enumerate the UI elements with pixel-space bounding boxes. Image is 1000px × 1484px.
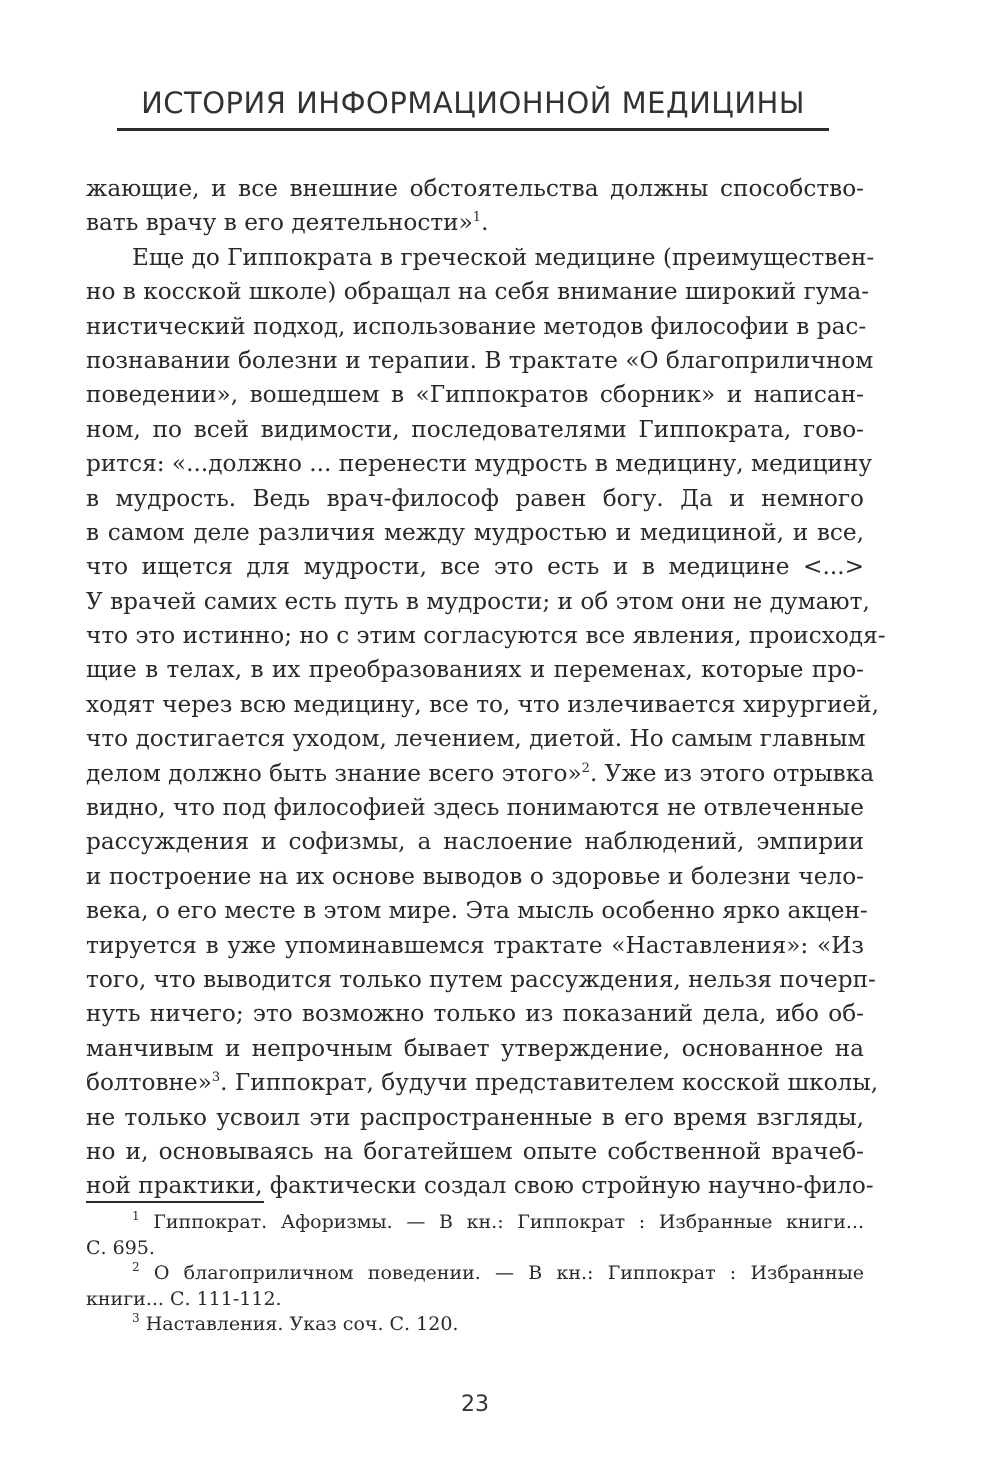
text-line: тируется в уже упоминавшемся трактате «Наставления»: «Из	[86, 931, 864, 959]
text-line: ном, по всей видимости, последователями Гиппократа, гово-	[86, 415, 864, 443]
text-line: Еще до Гиппократа в греческой медицине (преимуществен-	[132, 243, 875, 271]
footnote-ref[interactable]: 3	[211, 1070, 221, 1086]
text-line: ной практики, фактически создал свою стройную научно-фило-	[86, 1172, 874, 1200]
text-line: не только усвоил эти распространенные в его время взгляды,	[86, 1103, 864, 1131]
text-line: щие в телах, в их преобразованиях и переменах, которые про-	[86, 656, 864, 684]
text-line: вать врачу в его деятельности»$^1$.	[86, 209, 489, 237]
footnote-number: 2	[132, 1260, 140, 1274]
text-line: и построение на их основе выводов о здоровье и болезни чело-	[86, 862, 864, 890]
text-line: поведении», вошедшем в «Гиппократов сборник» и написан-	[86, 381, 864, 409]
text-line: того, что выводится только путем рассуждения, нельзя почерп-	[86, 965, 876, 993]
footnote-2: $^2$ О благоприличном поведении. — В кн.: Гиппократ : Избранные	[132, 1260, 864, 1284]
text-line: века, о его месте в этом мире. Эта мысль особенно ярко акцен-	[86, 897, 868, 925]
text-line: рассуждения и софизмы, а наслоение наблюдений, эмпирии	[86, 828, 864, 856]
footnote-1-cont: С. 695.	[86, 1236, 155, 1259]
text-line: в самом деле различия между мудростью и медициной, и все,	[86, 518, 864, 546]
text-line: манчивым и непрочным бывает утверждение, основанное на	[86, 1034, 864, 1062]
footnote-rule	[86, 1201, 264, 1203]
footnote-1: $^1$ Гиппократ. Афоризмы. — В кн.: Гиппократ : Избранные книги...	[132, 1209, 864, 1233]
footnote-3: $^3$ Наставления. Указ соч. С. 120.	[132, 1311, 459, 1335]
text-line: делом должно быть знание всего этого»$^2$. Уже из этого отрывка	[86, 759, 875, 787]
text-line: нуть ничего; это возможно только из показаний дела, ибо об-	[86, 1000, 864, 1028]
text-line: что достигается уходом, лечением, диетой. Но самым главным	[86, 725, 866, 753]
text-line: но в косской школе) обращал на себя внимание широкий гума-	[86, 278, 870, 306]
text-line: видно, что под философией здесь понимаются не отвлеченные	[86, 794, 864, 822]
text-line: познавании болезни и терапии. В трактате «О благоприличном	[86, 346, 874, 374]
header-rule	[117, 128, 829, 131]
footnote-2-cont: книги... С. 111-112.	[86, 1287, 282, 1310]
footnote-ref[interactable]: 2	[581, 760, 590, 776]
footnote-ref[interactable]: 1	[472, 210, 482, 226]
footnote-number: 1	[132, 1209, 140, 1223]
main-text	[86, 172, 886, 1204]
text-line: жающие, и все внешние обстоятельства должны способство-	[86, 175, 864, 202]
text-line: что это истинно; но с этим согласуются все явления, происходя-	[86, 622, 886, 650]
footnotes	[86, 1210, 864, 1338]
footnote-number: 3	[132, 1311, 140, 1325]
text-line: болтовне»$^3$. Гиппократ, будучи представителем косской школы,	[86, 1069, 879, 1097]
text-line: рится: «...должно ... перенести мудрость в медицину, медицину	[86, 450, 872, 478]
text-line: что ищется для мудрости, все это есть и в медицине <...>	[86, 553, 864, 581]
text-line: в мудрость. Ведь врач-философ равен богу. Да и немного	[86, 484, 864, 512]
text-line: но и, основываясь на богатейшем опыте собственной врачеб-	[86, 1137, 864, 1165]
running-header: ИСТОРИЯ ИНФОРМАЦИОННОЙ МЕДИЦИНЫ	[141, 86, 805, 120]
text-line: ходят через всю медицину, все то, что излечивается хирургией,	[86, 690, 879, 718]
page-number: 23	[461, 1392, 489, 1417]
text-line: У врачей самих есть путь в мудрости; и об этом они не думают,	[86, 587, 870, 615]
text-line: нистический подход, использование методов философии в рас-	[86, 312, 867, 340]
